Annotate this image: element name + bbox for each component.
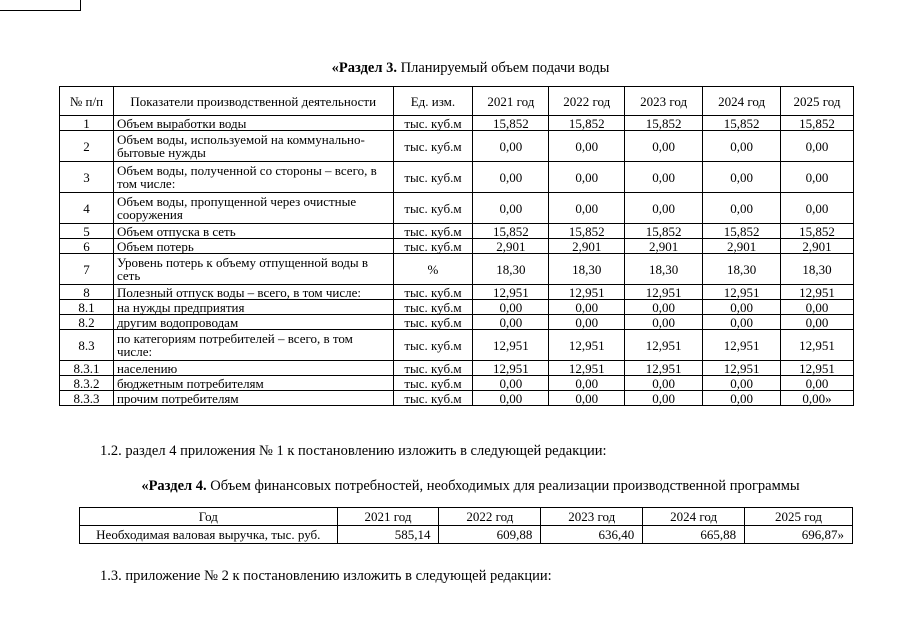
row-label: Необходимая валовая выручка, тыс. руб. bbox=[80, 526, 338, 544]
cell-value-2025: 0,00 bbox=[781, 315, 854, 330]
cell-unit: тыс. куб.м bbox=[393, 224, 473, 239]
cell-num: 8.1 bbox=[60, 300, 114, 315]
cell-value-2021: 0,00 bbox=[473, 391, 549, 406]
cell-value-2023: 15,852 bbox=[625, 224, 703, 239]
table-row bbox=[60, 376, 854, 391]
cell-value-2024: 12,951 bbox=[703, 285, 781, 300]
cell-num: 1 bbox=[60, 116, 114, 131]
cell-value-2022: 0,00 bbox=[549, 131, 625, 162]
cell-value-2023: 12,951 bbox=[625, 330, 703, 361]
section-4-prefix: «Раздел 4. bbox=[141, 478, 207, 494]
cell-value-2024: 2,901 bbox=[703, 239, 781, 254]
table-row bbox=[60, 330, 854, 361]
cell-value-2021: 15,852 bbox=[473, 224, 549, 239]
header-2023: 2023 год bbox=[541, 508, 643, 526]
cell-value-2025: 12,951 bbox=[781, 285, 854, 300]
cell-indicator: Объем воды, пропущенной через очистные сооружения bbox=[113, 193, 393, 224]
table-row bbox=[60, 193, 854, 224]
table-row bbox=[60, 361, 854, 376]
cell-num: 8.3.3 bbox=[60, 391, 114, 406]
cell-value-2022: 15,852 bbox=[549, 116, 625, 131]
cell-value-2022: 12,951 bbox=[549, 330, 625, 361]
cell-value-2023: 2,901 bbox=[625, 239, 703, 254]
cell-value-2022: 2,901 bbox=[549, 239, 625, 254]
value-2023: 636,40 bbox=[541, 526, 643, 544]
header-2024: 2024 год bbox=[643, 508, 745, 526]
cell-indicator: Полезный отпуск воды – всего, в том числе: bbox=[113, 285, 393, 300]
cell-value-2024: 0,00 bbox=[703, 315, 781, 330]
section-3-title bbox=[18, 60, 905, 77]
cell-indicator: другим водопроводам bbox=[113, 315, 393, 330]
header-2022: 2022 год bbox=[439, 508, 541, 526]
cell-value-2024: 15,852 bbox=[703, 224, 781, 239]
table-row bbox=[60, 285, 854, 300]
cell-num: 8 bbox=[60, 285, 114, 300]
cell-value-2023: 0,00 bbox=[625, 300, 703, 315]
cell-value-2022: 18,30 bbox=[549, 254, 625, 285]
cell-num: 7 bbox=[60, 254, 114, 285]
cell-value-2022: 0,00 bbox=[549, 193, 625, 224]
section-4-title-text: Объем финансовых потребностей, необходимых для реализации производственной программы bbox=[206, 478, 800, 494]
section-4-title bbox=[18, 478, 905, 495]
cell-value-2021: 0,00 bbox=[473, 376, 549, 391]
table-row bbox=[80, 526, 853, 544]
cell-value-2022: 15,852 bbox=[549, 224, 625, 239]
cell-value-2021: 0,00 bbox=[473, 162, 549, 193]
table-row bbox=[60, 224, 854, 239]
cell-num: 5 bbox=[60, 224, 114, 239]
cell-indicator: Объем воды, полученной со стороны – всего, в том числе: bbox=[113, 162, 393, 193]
header-2025: 2025 год bbox=[745, 508, 853, 526]
cell-value-2021: 18,30 bbox=[473, 254, 549, 285]
cell-unit: тыс. куб.м bbox=[393, 116, 473, 131]
cell-value-2023: 18,30 bbox=[625, 254, 703, 285]
cell-num: 6 bbox=[60, 239, 114, 254]
cell-num: 2 bbox=[60, 131, 114, 162]
cell-indicator: Объем отпуска в сеть bbox=[113, 224, 393, 239]
cell-unit: тыс. куб.м bbox=[393, 330, 473, 361]
table-row bbox=[60, 239, 854, 254]
cell-value-2023: 12,951 bbox=[625, 361, 703, 376]
header-indicator: Показатели производственной деятельности bbox=[113, 87, 393, 116]
cell-value-2022: 0,00 bbox=[549, 391, 625, 406]
cell-value-2023: 0,00 bbox=[625, 193, 703, 224]
cell-value-2024: 12,951 bbox=[703, 330, 781, 361]
cell-indicator: по категориям потребителей – всего, в том числе: bbox=[113, 330, 393, 361]
header-2021: 2021 год bbox=[473, 87, 549, 116]
cell-value-2022: 12,951 bbox=[549, 285, 625, 300]
cell-value-2023: 0,00 bbox=[625, 391, 703, 406]
cell-indicator: Уровень потерь к объему отпущенной воды в сеть bbox=[113, 254, 393, 285]
cell-value-2025: 15,852 bbox=[781, 116, 854, 131]
page-corner-mark bbox=[0, 0, 81, 11]
header-2024: 2024 год bbox=[703, 87, 781, 116]
table-row bbox=[60, 131, 854, 162]
cell-value-2025: 0,00» bbox=[781, 391, 854, 406]
cell-value-2024: 0,00 bbox=[703, 376, 781, 391]
cell-indicator: Объем потерь bbox=[113, 239, 393, 254]
value-2021: 585,14 bbox=[337, 526, 439, 544]
table-header-row bbox=[60, 87, 854, 116]
cell-value-2024: 12,951 bbox=[703, 361, 781, 376]
cell-unit: тыс. куб.м bbox=[393, 193, 473, 224]
table-row bbox=[60, 315, 854, 330]
cell-value-2024: 0,00 bbox=[703, 193, 781, 224]
cell-value-2023: 0,00 bbox=[625, 131, 703, 162]
cell-unit: тыс. куб.м bbox=[393, 391, 473, 406]
table-row bbox=[60, 116, 854, 131]
cell-unit: тыс. куб.м bbox=[393, 300, 473, 315]
cell-value-2021: 0,00 bbox=[473, 193, 549, 224]
header-unit: Ед. изм. bbox=[393, 87, 473, 116]
cell-value-2023: 0,00 bbox=[625, 162, 703, 193]
cell-value-2022: 0,00 bbox=[549, 162, 625, 193]
cell-value-2025: 0,00 bbox=[781, 162, 854, 193]
cell-value-2024: 0,00 bbox=[703, 300, 781, 315]
cell-num: 4 bbox=[60, 193, 114, 224]
cell-value-2021: 2,901 bbox=[473, 239, 549, 254]
cell-indicator: прочим потребителям bbox=[113, 391, 393, 406]
cell-value-2022: 0,00 bbox=[549, 300, 625, 315]
table-row bbox=[60, 391, 854, 406]
cell-value-2025: 15,852 bbox=[781, 224, 854, 239]
cell-indicator: на нужды предприятия bbox=[113, 300, 393, 315]
section-3-title-text: Планируемый объем подачи воды bbox=[396, 60, 610, 76]
section-3-prefix: «Раздел 3. bbox=[331, 60, 397, 76]
cell-value-2025: 0,00 bbox=[781, 131, 854, 162]
cell-value-2024: 0,00 bbox=[703, 131, 781, 162]
header-year: Год bbox=[80, 508, 338, 526]
cell-value-2025: 0,00 bbox=[781, 300, 854, 315]
header-2023: 2023 год bbox=[625, 87, 703, 116]
cell-value-2023: 12,951 bbox=[625, 285, 703, 300]
cell-value-2025: 18,30 bbox=[781, 254, 854, 285]
cell-unit: тыс. куб.м bbox=[393, 285, 473, 300]
cell-unit: тыс. куб.м bbox=[393, 376, 473, 391]
cell-value-2022: 12,951 bbox=[549, 361, 625, 376]
value-2022: 609,88 bbox=[439, 526, 541, 544]
cell-value-2024: 18,30 bbox=[703, 254, 781, 285]
cell-value-2024: 15,852 bbox=[703, 116, 781, 131]
table-row bbox=[60, 254, 854, 285]
cell-value-2023: 0,00 bbox=[625, 376, 703, 391]
cell-value-2021: 0,00 bbox=[473, 131, 549, 162]
value-2025: 696,87» bbox=[745, 526, 853, 544]
cell-unit: тыс. куб.м bbox=[393, 361, 473, 376]
cell-value-2021: 0,00 bbox=[473, 315, 549, 330]
cell-indicator: Объем воды, используемой на коммунально-бытовые нужды bbox=[113, 131, 393, 162]
water-supply-table-body bbox=[60, 116, 854, 406]
cell-unit: тыс. куб.м bbox=[393, 131, 473, 162]
table-row bbox=[60, 300, 854, 315]
value-2024: 665,88 bbox=[643, 526, 745, 544]
header-2022: 2022 год bbox=[549, 87, 625, 116]
cell-unit: тыс. куб.м bbox=[393, 239, 473, 254]
cell-indicator: Объем выработки воды bbox=[113, 116, 393, 131]
cell-value-2025: 0,00 bbox=[781, 376, 854, 391]
cell-num: 8.3.1 bbox=[60, 361, 114, 376]
cell-value-2021: 15,852 bbox=[473, 116, 549, 131]
cell-num: 8.3.2 bbox=[60, 376, 114, 391]
cell-unit: тыс. куб.м bbox=[393, 315, 473, 330]
cell-value-2021: 12,951 bbox=[473, 330, 549, 361]
cell-value-2024: 0,00 bbox=[703, 162, 781, 193]
cell-unit: % bbox=[393, 254, 473, 285]
cell-value-2025: 12,951 bbox=[781, 330, 854, 361]
table-row bbox=[60, 162, 854, 193]
header-num: № п/п bbox=[60, 87, 114, 116]
cell-num: 8.3 bbox=[60, 330, 114, 361]
cell-value-2025: 12,951 bbox=[781, 361, 854, 376]
cell-indicator: бюджетным потребителям bbox=[113, 376, 393, 391]
water-supply-table bbox=[59, 86, 854, 406]
cell-value-2025: 2,901 bbox=[781, 239, 854, 254]
cell-num: 3 bbox=[60, 162, 114, 193]
header-2025: 2025 год bbox=[781, 87, 854, 116]
financial-needs-table bbox=[79, 507, 853, 544]
header-2021: 2021 год bbox=[337, 508, 439, 526]
cell-value-2021: 12,951 bbox=[473, 285, 549, 300]
cell-value-2025: 0,00 bbox=[781, 193, 854, 224]
cell-num: 8.2 bbox=[60, 315, 114, 330]
cell-indicator: населению bbox=[113, 361, 393, 376]
cell-value-2023: 0,00 bbox=[625, 315, 703, 330]
cell-value-2021: 0,00 bbox=[473, 300, 549, 315]
cell-value-2022: 0,00 bbox=[549, 376, 625, 391]
cell-value-2024: 0,00 bbox=[703, 391, 781, 406]
cell-value-2022: 0,00 bbox=[549, 315, 625, 330]
cell-value-2023: 15,852 bbox=[625, 116, 703, 131]
table-header-row bbox=[80, 508, 853, 526]
cell-value-2021: 12,951 bbox=[473, 361, 549, 376]
cell-unit: тыс. куб.м bbox=[393, 162, 473, 193]
paragraph-1-2: 1.2. раздел 4 приложения № 1 к постановлению изложить в следующей редакции: bbox=[100, 443, 607, 459]
paragraph-1-3: 1.3. приложение № 2 к постановлению изложить в следующей редакции: bbox=[100, 568, 552, 584]
